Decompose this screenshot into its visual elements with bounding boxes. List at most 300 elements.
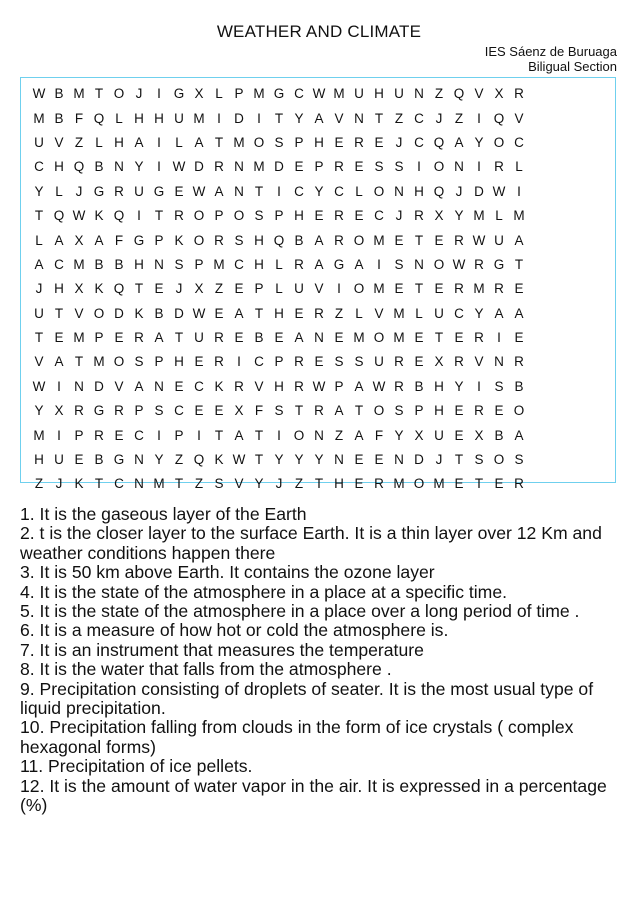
clue-item: 10. Precipitation falling from clouds in the form of ice crystals ( complex hexagonal forms) [20, 717, 574, 757]
grid-letter: N [154, 256, 164, 272]
clue-item: 3. It is 50 km above Earth. It contains the ozone layer [20, 562, 435, 583]
grid-letter: U [394, 86, 404, 102]
grid-letter: R [414, 208, 424, 224]
grid-letter: J [395, 134, 403, 150]
grid-letter: G [333, 256, 345, 272]
grid-letter: C [34, 159, 44, 175]
grid-letter: E [434, 232, 444, 248]
grid-letter: E [274, 330, 284, 346]
grid-letter: A [334, 403, 344, 419]
grid-letter: R [474, 403, 484, 419]
grid-letter: K [214, 378, 224, 394]
grid-letter: I [217, 110, 221, 126]
grid-letter: J [175, 281, 183, 297]
grid-letter: P [234, 86, 244, 102]
grid-letter: R [494, 159, 504, 175]
grid-letter: M [253, 86, 265, 102]
grid-letter: T [74, 354, 84, 370]
grid-letter: J [55, 476, 63, 492]
grid-letter: H [134, 256, 144, 272]
grid-letter: L [275, 256, 283, 272]
grid-letter: O [253, 134, 265, 150]
grid-letter: T [214, 427, 224, 443]
grid-letter: E [174, 378, 184, 394]
grid-letter: B [514, 378, 524, 394]
grid-letter: O [493, 134, 505, 150]
grid-letter: C [54, 256, 64, 272]
grid-letter: R [114, 403, 124, 419]
grid-letter: L [35, 232, 43, 248]
grid-letter: V [474, 86, 484, 102]
grid-letter: R [234, 378, 244, 394]
grid-letter: A [454, 134, 464, 150]
grid-letter: M [393, 476, 405, 492]
grid-row [29, 350, 609, 374]
grid-letter: J [435, 110, 443, 126]
grid-letter: T [354, 403, 364, 419]
grid-letter: E [454, 476, 464, 492]
grid-letter: Z [214, 281, 224, 297]
grid-letter: I [477, 378, 481, 394]
grid-letter: E [494, 403, 504, 419]
grid-row [29, 399, 609, 423]
grid-letter: R [474, 330, 484, 346]
grid-letter: S [134, 354, 144, 370]
grid-letter: A [194, 134, 204, 150]
grid-letter: B [94, 159, 104, 175]
grid-letter: J [135, 86, 143, 102]
grid-letter: X [74, 281, 84, 297]
grid-letter: Y [34, 403, 44, 419]
grid-letter: T [34, 330, 44, 346]
grid-letter: U [54, 452, 64, 468]
grid-letter: A [134, 378, 144, 394]
grid-letter: U [134, 183, 144, 199]
grid-letter: Z [34, 476, 44, 492]
grid-letter: W [72, 208, 86, 224]
grid-letter: S [514, 452, 524, 468]
grid-letter: P [154, 354, 164, 370]
grid-letter: C [334, 183, 344, 199]
grid-letter: Q [433, 183, 445, 199]
grid-letter: E [194, 354, 204, 370]
grid-letter: P [414, 403, 424, 419]
grid-letter: V [34, 354, 44, 370]
grid-letter: T [514, 256, 524, 272]
grid-letter: Q [453, 86, 465, 102]
grid-letter: N [134, 476, 144, 492]
grid-letter: R [214, 159, 224, 175]
grid-letter: L [355, 305, 363, 321]
grid-letter: Z [74, 134, 84, 150]
grid-letter: B [54, 86, 64, 102]
grid-letter: T [454, 452, 464, 468]
grid-letter: K [74, 476, 84, 492]
grid-letter: S [474, 452, 484, 468]
grid-letter: C [414, 134, 424, 150]
grid-letter: Q [193, 452, 205, 468]
grid-letter: B [294, 232, 304, 248]
grid-letter: I [417, 159, 421, 175]
grid-row [29, 423, 609, 447]
grid-letter: Q [273, 232, 285, 248]
grid-letter: D [194, 159, 204, 175]
grid-letter: W [372, 378, 386, 394]
grid-letter: U [374, 354, 384, 370]
grid-letter: S [374, 159, 384, 175]
grid-letter: U [494, 232, 504, 248]
grid-letter: A [494, 305, 504, 321]
grid-letter: E [374, 452, 384, 468]
grid-letter: R [514, 476, 524, 492]
grid-letter: S [254, 208, 264, 224]
grid-letter: J [395, 208, 403, 224]
grid-letter: W [192, 305, 206, 321]
grid-letter: Y [294, 452, 304, 468]
grid-letter: D [474, 183, 484, 199]
grid-letter: A [314, 256, 324, 272]
grid-letter: G [113, 452, 125, 468]
grid-letter: E [514, 330, 524, 346]
grid-letter: V [234, 476, 244, 492]
grid-letter: M [193, 110, 205, 126]
grid-letter: R [374, 476, 384, 492]
grid-row [29, 155, 609, 179]
grid-letter: E [514, 281, 524, 297]
grid-letter: E [114, 330, 124, 346]
grid-letter: R [314, 305, 324, 321]
grid-letter: U [34, 134, 44, 150]
grid-row [29, 448, 609, 472]
grid-letter: N [154, 378, 164, 394]
clue-item: 2. t is the closer layer to the surface Earth. It is a thin layer over 12 Km and weather conditions happen there [20, 523, 602, 563]
grid-letter: H [374, 86, 384, 102]
grid-letter: N [414, 256, 424, 272]
grid-letter: X [194, 281, 204, 297]
grid-letter: K [134, 305, 144, 321]
grid-letter: E [354, 452, 364, 468]
grid-letter: V [54, 134, 64, 150]
grid-letter: O [433, 256, 445, 272]
grid-letter: E [234, 281, 244, 297]
grid-letter: M [213, 256, 225, 272]
grid-letter: J [35, 281, 43, 297]
grid-letter: H [174, 354, 184, 370]
grid-letter: C [514, 134, 524, 150]
grid-letter: W [492, 183, 506, 199]
grid-letter: D [414, 452, 424, 468]
grid-letter: X [494, 86, 504, 102]
grid-letter: U [34, 305, 44, 321]
clue-item: 7. It is an instrument that measures the temperature [20, 639, 424, 660]
grid-letter: C [174, 403, 184, 419]
grid-letter: H [434, 403, 444, 419]
grid-letter: F [74, 110, 84, 126]
grid-letter: R [74, 403, 84, 419]
grid-letter: R [334, 232, 344, 248]
grid-letter: L [355, 183, 363, 199]
grid-letter: E [214, 403, 224, 419]
grid-letter: P [314, 159, 324, 175]
grid-letter: Z [174, 452, 184, 468]
grid-letter: P [274, 208, 284, 224]
grid-letter: F [374, 427, 384, 443]
grid-letter: V [514, 110, 524, 126]
grid-letter: M [33, 427, 45, 443]
grid-letter: L [115, 110, 123, 126]
grid-letter: M [153, 476, 165, 492]
grid-letter: L [175, 134, 183, 150]
grid-letter: O [233, 208, 245, 224]
grid-letter: I [337, 281, 341, 297]
grid-letter: P [94, 330, 104, 346]
grid-letter: N [314, 330, 324, 346]
grid-letter: U [194, 330, 204, 346]
grid-letter: M [353, 330, 365, 346]
grid-letter: M [333, 86, 345, 102]
grid-letter: O [293, 427, 305, 443]
grid-letter: C [294, 183, 304, 199]
grid-letter: Y [454, 208, 464, 224]
grid-letter: O [493, 452, 505, 468]
grid-letter: T [214, 134, 224, 150]
grid-letter: E [114, 427, 124, 443]
grid-letter: X [474, 427, 484, 443]
grid-letter: B [94, 452, 104, 468]
grid-letter: U [434, 305, 444, 321]
grid-letter: K [214, 452, 224, 468]
grid-letter: K [94, 281, 104, 297]
grid-letter: X [234, 403, 244, 419]
grid-letter: P [134, 403, 144, 419]
word-search-grid [29, 82, 609, 497]
grid-letter: M [93, 354, 105, 370]
grid-letter: M [33, 110, 45, 126]
clue-item: 4. It is the state of the atmosphere in a place at a specific time. [20, 581, 508, 602]
grid-letter: T [254, 305, 264, 321]
grid-letter: E [434, 281, 444, 297]
grid-letter: S [394, 256, 404, 272]
grid-letter: N [394, 452, 404, 468]
grid-letter: E [334, 134, 344, 150]
grid-letter: R [454, 232, 464, 248]
grid-letter: E [334, 330, 344, 346]
grid-letter: S [154, 403, 164, 419]
grid-letter: Y [274, 452, 284, 468]
grid-letter: H [334, 476, 344, 492]
grid-letter: A [134, 134, 144, 150]
grid-letter: G [273, 86, 285, 102]
grid-letter: N [74, 378, 84, 394]
grid-letter: N [134, 452, 144, 468]
grid-letter: A [294, 330, 304, 346]
grid-letter: H [314, 134, 324, 150]
grid-letter: E [294, 159, 304, 175]
grid-letter: S [234, 232, 244, 248]
grid-letter: X [414, 427, 424, 443]
grid-letter: H [434, 378, 444, 394]
grid-letter: T [54, 305, 64, 321]
grid-letter: N [334, 452, 344, 468]
grid-letter: O [373, 330, 385, 346]
grid-letter: L [495, 208, 503, 224]
grid-letter: I [157, 134, 161, 150]
grid-letter: Q [493, 110, 505, 126]
grid-letter: Y [454, 378, 464, 394]
grid-letter: H [254, 256, 264, 272]
grid-letter: B [114, 256, 124, 272]
grid-letter: R [214, 330, 224, 346]
grid-letter: W [232, 452, 246, 468]
grid-letter: A [514, 232, 524, 248]
grid-letter: H [274, 378, 284, 394]
grid-letter: X [54, 403, 64, 419]
grid-letter: R [134, 330, 144, 346]
grid-letter: P [214, 208, 224, 224]
grid-letter: Y [134, 159, 144, 175]
grid-letter: G [493, 256, 505, 272]
grid-letter: G [133, 232, 145, 248]
grid-letter: E [454, 403, 464, 419]
grid-letter: V [314, 281, 324, 297]
grid-letter: P [274, 354, 284, 370]
grid-letter: H [414, 183, 424, 199]
grid-letter: T [374, 110, 384, 126]
grid-letter: E [454, 330, 464, 346]
grid-letter: B [94, 256, 104, 272]
grid-row [29, 302, 609, 326]
section-name: Biligual Section [528, 59, 617, 74]
grid-letter: B [154, 305, 164, 321]
grid-letter: I [237, 354, 241, 370]
grid-letter: Q [433, 134, 445, 150]
grid-letter: S [334, 354, 344, 370]
grid-letter: I [157, 159, 161, 175]
grid-letter: I [277, 427, 281, 443]
grid-letter: M [233, 134, 245, 150]
grid-letter: L [275, 281, 283, 297]
grid-letter: A [314, 110, 324, 126]
grid-letter: A [314, 232, 324, 248]
grid-letter: X [434, 354, 444, 370]
grid-letter: Q [113, 281, 125, 297]
grid-letter: T [174, 476, 184, 492]
grid-letter: R [294, 378, 304, 394]
grid-letter: E [414, 330, 424, 346]
grid-letter: R [394, 354, 404, 370]
grid-letter: T [254, 183, 264, 199]
clue-item: 1. It is the gaseous layer of the Earth [20, 504, 307, 524]
grid-row [29, 204, 609, 228]
grid-letter: Q [73, 159, 85, 175]
grid-row [29, 253, 609, 277]
grid-letter: E [294, 305, 304, 321]
grid-letter: Z [294, 476, 304, 492]
grid-letter: A [34, 256, 44, 272]
grid-letter: M [473, 281, 485, 297]
grid-letter: J [455, 183, 463, 199]
grid-letter: Z [394, 110, 404, 126]
grid-letter: I [57, 427, 61, 443]
grid-letter: T [294, 403, 304, 419]
grid-letter: E [354, 159, 364, 175]
clue-item: 11. Precipitation of ice pellets. [20, 756, 253, 777]
grid-letter: N [234, 159, 244, 175]
grid-letter: S [494, 378, 504, 394]
grid-letter: H [34, 452, 44, 468]
grid-letter: M [73, 256, 85, 272]
grid-letter: C [194, 378, 204, 394]
grid-letter: T [34, 208, 44, 224]
grid-letter: I [517, 183, 521, 199]
grid-letter: W [312, 378, 326, 394]
grid-letter: V [114, 378, 124, 394]
grid-letter: G [93, 403, 105, 419]
grid-letter: H [274, 305, 284, 321]
grid-letter: O [353, 281, 365, 297]
clue-item: 5. It is the state of the atmosphere in a place over a long period of time . [20, 601, 580, 622]
grid-letter: A [514, 427, 524, 443]
grid-letter: C [114, 476, 124, 492]
grid-letter: E [354, 476, 364, 492]
grid-row [29, 326, 609, 350]
grid-letter: Q [93, 110, 105, 126]
grid-letter: R [294, 256, 304, 272]
grid-letter: I [477, 110, 481, 126]
grid-letter: E [154, 281, 164, 297]
grid-letter: N [354, 110, 364, 126]
grid-letter: X [434, 208, 444, 224]
grid-letter: Y [254, 476, 264, 492]
grid-letter: E [234, 330, 244, 346]
grid-letter: N [454, 159, 464, 175]
grid-letter: T [254, 452, 264, 468]
grid-letter: O [113, 86, 125, 102]
grid-letter: L [95, 134, 103, 150]
grid-letter: P [154, 232, 164, 248]
grid-letter: L [55, 183, 63, 199]
grid-letter: E [414, 354, 424, 370]
grid-letter: Y [314, 452, 324, 468]
grid-letter: S [274, 134, 284, 150]
grid-letter: N [494, 354, 504, 370]
grid-row [29, 228, 609, 252]
grid-letter: I [277, 183, 281, 199]
grid-letter: S [214, 476, 224, 492]
grid-letter: O [193, 208, 205, 224]
grid-letter: P [294, 134, 304, 150]
grid-letter: R [454, 281, 464, 297]
grid-letter: H [154, 110, 164, 126]
grid-letter: R [114, 183, 124, 199]
grid-letter: E [394, 281, 404, 297]
grid-letter: V [254, 378, 264, 394]
grid-letter: E [54, 330, 64, 346]
grid-letter: B [414, 378, 424, 394]
grid-letter: R [494, 281, 504, 297]
grid-letter: D [234, 110, 244, 126]
grid-letter: H [54, 159, 64, 175]
grid-letter: M [393, 330, 405, 346]
clue-list [20, 505, 620, 816]
grid-letter: W [192, 183, 206, 199]
grid-row [29, 82, 609, 106]
grid-letter: Q [113, 208, 125, 224]
grid-letter: E [374, 134, 384, 150]
grid-letter: M [73, 86, 85, 102]
grid-row [29, 375, 609, 399]
grid-letter: W [32, 86, 46, 102]
